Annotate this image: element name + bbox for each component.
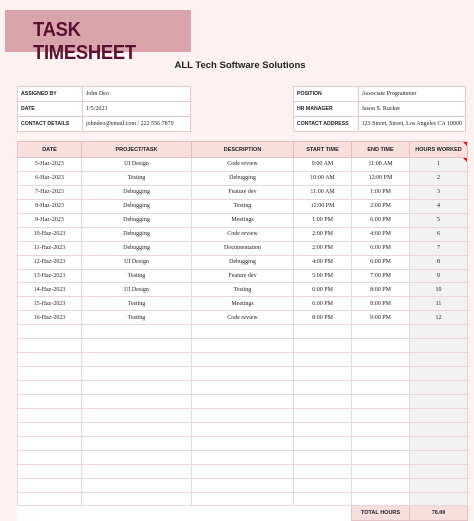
table-cell[interactable]: [352, 422, 410, 436]
total-hours-value: 78.00: [410, 506, 468, 521]
info-label: DATE: [18, 102, 83, 117]
table-cell[interactable]: [82, 422, 192, 436]
table-row: [18, 227, 468, 241]
table-cell[interactable]: [352, 464, 410, 478]
table-cell[interactable]: [18, 450, 82, 464]
table-cell[interactable]: Debugging: [82, 199, 192, 213]
table-cell[interactable]: 2:00 PM: [294, 227, 352, 241]
column-header: HOURS WORKED: [410, 142, 468, 158]
table-cell[interactable]: [18, 394, 82, 408]
table-cell[interactable]: [352, 394, 410, 408]
table-cell[interactable]: [410, 408, 468, 422]
table-cell[interactable]: 8:00 PM: [352, 283, 410, 297]
info-row: [294, 87, 466, 102]
table-cell[interactable]: [18, 381, 82, 395]
table-cell[interactable]: [192, 450, 294, 464]
table-cell[interactable]: 2: [410, 171, 468, 185]
info-label: POSITION: [294, 87, 359, 102]
info-label: CONTACT DETAILS: [18, 117, 83, 132]
table-row: [18, 297, 468, 311]
column-header: DATE: [18, 142, 82, 158]
table-cell[interactable]: [82, 450, 192, 464]
table-cell[interactable]: [82, 367, 192, 381]
table-row: [18, 339, 468, 353]
table-cell[interactable]: [192, 478, 294, 492]
table-cell[interactable]: Meetings: [192, 213, 294, 227]
table-cell[interactable]: UI Design: [82, 283, 192, 297]
table-cell[interactable]: [82, 464, 192, 478]
table-cell[interactable]: 6:00 PM: [352, 255, 410, 269]
table-cell[interactable]: [82, 408, 192, 422]
total-hours-label: TOTAL HOURS: [352, 506, 410, 521]
table-cell[interactable]: 5: [410, 213, 468, 227]
table-row: [18, 367, 468, 381]
table-cell[interactable]: Debugging: [192, 171, 294, 185]
table-cell[interactable]: [410, 381, 468, 395]
info-row: [18, 102, 191, 117]
table-cell[interactable]: [192, 492, 294, 506]
info-value[interactable]: 1/5/2023: [83, 102, 191, 117]
table-cell[interactable]: Debugging: [192, 255, 294, 269]
table-cell[interactable]: 14-Haz-2023: [18, 283, 82, 297]
table-cell[interactable]: Debugging: [82, 241, 192, 255]
table-cell[interactable]: [192, 381, 294, 395]
table-cell[interactable]: [18, 367, 82, 381]
timesheet-table: [17, 141, 468, 521]
table-cell[interactable]: UI Design: [82, 255, 192, 269]
table-cell[interactable]: [410, 464, 468, 478]
table-cell[interactable]: Code review: [192, 227, 294, 241]
table-row: [18, 422, 468, 436]
table-row: [18, 464, 468, 478]
info-label: HR MANAGER: [294, 102, 359, 117]
table-cell[interactable]: [82, 478, 192, 492]
total-spacer: [18, 506, 352, 521]
table-cell[interactable]: [18, 422, 82, 436]
table-cell[interactable]: [82, 394, 192, 408]
table-cell[interactable]: 8:00 PM: [352, 297, 410, 311]
table-cell[interactable]: [192, 339, 294, 353]
table-cell[interactable]: UI Design: [82, 158, 192, 172]
table-cell[interactable]: 4:00 PM: [294, 255, 352, 269]
table-cell[interactable]: 11-Haz-2023: [18, 241, 82, 255]
table-cell[interactable]: 6:00 PM: [294, 297, 352, 311]
table-row: [18, 255, 468, 269]
info-row: [294, 102, 466, 117]
info-row: [18, 87, 191, 102]
table-cell[interactable]: Debugging: [82, 185, 192, 199]
table-cell[interactable]: 15-Haz-2023: [18, 297, 82, 311]
table-cell[interactable]: Code review: [192, 311, 294, 325]
table-cell[interactable]: 9-Haz-2023: [18, 213, 82, 227]
table-row: [18, 492, 468, 506]
table-cell[interactable]: 11:00 AM: [294, 185, 352, 199]
table-cell[interactable]: [410, 422, 468, 436]
table-cell[interactable]: 6:00 PM: [294, 283, 352, 297]
table-cell[interactable]: 4:00 PM: [352, 227, 410, 241]
table-cell[interactable]: [192, 464, 294, 478]
table-cell[interactable]: 8: [410, 255, 468, 269]
table-cell[interactable]: [294, 478, 352, 492]
table-cell[interactable]: 1: [410, 158, 468, 172]
table-cell[interactable]: 16-Haz-2023: [18, 311, 82, 325]
table-row: [18, 199, 468, 213]
table-cell[interactable]: [294, 353, 352, 367]
table-cell[interactable]: 8:00 PM: [294, 311, 352, 325]
column-header: START TIME: [294, 142, 352, 158]
table-cell[interactable]: Debugging: [82, 213, 192, 227]
info-row: [294, 117, 466, 132]
info-value[interactable]: 123 Street, Street, Los Angeles CA 10000: [358, 117, 465, 132]
table-row: [18, 436, 468, 450]
table-cell[interactable]: Testing: [192, 199, 294, 213]
table-cell[interactable]: 7: [410, 241, 468, 255]
table-cell[interactable]: 4: [410, 199, 468, 213]
table-cell[interactable]: Documentation: [192, 241, 294, 255]
table-cell[interactable]: 10-Haz-2023: [18, 227, 82, 241]
table-cell[interactable]: Testing: [82, 171, 192, 185]
column-header: END TIME: [352, 142, 410, 158]
assignment-info-table: [17, 86, 191, 132]
info-value[interactable]: Associate Programmer: [358, 87, 465, 102]
table-cell[interactable]: [294, 339, 352, 353]
table-row: [18, 353, 468, 367]
table-cell[interactable]: 7:00 PM: [352, 269, 410, 283]
table-cell[interactable]: Debugging: [82, 227, 192, 241]
table-cell[interactable]: [192, 394, 294, 408]
table-cell[interactable]: 9:00 AM: [294, 158, 352, 172]
table-row: [18, 213, 468, 227]
table-cell[interactable]: 12:00 PM: [352, 171, 410, 185]
table-cell[interactable]: [410, 353, 468, 367]
table-cell[interactable]: [192, 436, 294, 450]
info-label: ASSIGNED BY: [18, 87, 83, 102]
table-cell[interactable]: [410, 325, 468, 339]
table-cell[interactable]: 5-Haz-2023: [18, 158, 82, 172]
table-cell[interactable]: [18, 464, 82, 478]
table-cell[interactable]: [294, 464, 352, 478]
table-cell[interactable]: Meetings: [192, 297, 294, 311]
table-row: [18, 269, 468, 283]
table-cell[interactable]: 1:00 PM: [352, 185, 410, 199]
table-cell[interactable]: [294, 436, 352, 450]
table-cell[interactable]: 2:00 PM: [294, 241, 352, 255]
table-cell[interactable]: 11:00 AM: [352, 158, 410, 172]
table-row: [18, 381, 468, 395]
table-row: [18, 325, 468, 339]
table-cell[interactable]: [82, 325, 192, 339]
table-cell[interactable]: 10: [410, 283, 468, 297]
table-row: [18, 311, 468, 325]
table-cell[interactable]: [352, 353, 410, 367]
table-cell[interactable]: [192, 353, 294, 367]
table-cell[interactable]: 12:00 PM: [294, 199, 352, 213]
table-cell[interactable]: [82, 353, 192, 367]
table-cell[interactable]: [352, 339, 410, 353]
table-cell[interactable]: 11: [410, 297, 468, 311]
info-value[interactable]: John Deo: [83, 87, 191, 102]
table-cell[interactable]: [410, 367, 468, 381]
table-cell[interactable]: [410, 394, 468, 408]
table-cell[interactable]: Code review: [192, 158, 294, 172]
table-cell[interactable]: Feature dev: [192, 269, 294, 283]
table-cell[interactable]: 7-Haz-2023: [18, 185, 82, 199]
table-cell[interactable]: 10:00 AM: [294, 171, 352, 185]
table-cell[interactable]: [410, 492, 468, 506]
table-cell[interactable]: [82, 436, 192, 450]
table-cell[interactable]: [352, 381, 410, 395]
table-cell[interactable]: [192, 367, 294, 381]
table-cell[interactable]: 6:00 PM: [352, 213, 410, 227]
column-header: PROJECT/TASK: [82, 142, 192, 158]
table-cell[interactable]: [294, 381, 352, 395]
table-cell[interactable]: 2:00 PM: [352, 199, 410, 213]
table-cell[interactable]: [192, 422, 294, 436]
table-cell[interactable]: [352, 367, 410, 381]
total-row: [18, 506, 468, 521]
table-cell[interactable]: [352, 408, 410, 422]
table-header-row: [18, 142, 468, 158]
table-cell[interactable]: [192, 408, 294, 422]
table-cell[interactable]: [410, 450, 468, 464]
table-cell[interactable]: [82, 339, 192, 353]
table-cell[interactable]: [294, 422, 352, 436]
table-row: [18, 408, 468, 422]
employee-info-table: [293, 86, 466, 132]
table-cell[interactable]: [294, 394, 352, 408]
table-cell[interactable]: [294, 492, 352, 506]
table-cell[interactable]: 8-Haz-2023: [18, 199, 82, 213]
table-cell[interactable]: Testing: [82, 269, 192, 283]
page-title: TASK TIMESHEET: [33, 19, 136, 64]
table-cell[interactable]: [294, 325, 352, 339]
table-cell[interactable]: Testing: [82, 311, 192, 325]
table-cell[interactable]: [18, 339, 82, 353]
table-cell[interactable]: [410, 339, 468, 353]
table-cell[interactable]: Testing: [82, 297, 192, 311]
info-value[interactable]: Jason S. Rucker: [358, 102, 465, 117]
table-cell[interactable]: 1:00 PM: [294, 213, 352, 227]
table-row: [18, 241, 468, 255]
table-cell[interactable]: [352, 492, 410, 506]
table-row: [18, 283, 468, 297]
table-cell[interactable]: [294, 408, 352, 422]
table-cell[interactable]: [410, 436, 468, 450]
table-cell[interactable]: 13-Haz-2023: [18, 269, 82, 283]
table-cell[interactable]: 9: [410, 269, 468, 283]
table-cell[interactable]: [18, 478, 82, 492]
table-cell[interactable]: Feature dev: [192, 185, 294, 199]
table-cell[interactable]: 5:00 PM: [294, 269, 352, 283]
table-row: [18, 185, 468, 199]
info-row: [18, 117, 191, 132]
table-cell[interactable]: [192, 325, 294, 339]
table-cell[interactable]: 12-Haz-2023: [18, 255, 82, 269]
table-cell[interactable]: [352, 478, 410, 492]
table-cell[interactable]: [352, 436, 410, 450]
table-cell[interactable]: 6:00 PM: [352, 241, 410, 255]
table-cell[interactable]: [18, 436, 82, 450]
table-cell[interactable]: 12: [410, 311, 468, 325]
table-cell[interactable]: [352, 325, 410, 339]
table-cell[interactable]: [410, 478, 468, 492]
info-value[interactable]: johndeo@email.com / 222 556 7879: [83, 117, 191, 132]
table-cell[interactable]: [82, 381, 192, 395]
table-cell[interactable]: [18, 408, 82, 422]
info-label: CONTACT ADDRESS: [294, 117, 359, 132]
table-cell[interactable]: [352, 450, 410, 464]
table-cell[interactable]: [294, 367, 352, 381]
table-cell[interactable]: 3: [410, 185, 468, 199]
table-row: [18, 394, 468, 408]
table-row: [18, 478, 468, 492]
company-name: ALL Tech Software Solutions: [174, 60, 306, 71]
table-row: [18, 158, 468, 172]
table-row: [18, 450, 468, 464]
table-row: [18, 171, 468, 185]
table-cell[interactable]: 9:00 PM: [352, 311, 410, 325]
table-cell[interactable]: Testing: [192, 283, 294, 297]
table-cell[interactable]: [82, 492, 192, 506]
table-cell[interactable]: [18, 492, 82, 506]
column-header: DESCRIPTION: [192, 142, 294, 158]
table-cell[interactable]: 6: [410, 227, 468, 241]
table-cell[interactable]: [294, 450, 352, 464]
table-cell[interactable]: [18, 353, 82, 367]
table-cell[interactable]: [18, 325, 82, 339]
title-banner: [5, 10, 191, 64]
table-cell[interactable]: 6-Haz-2023: [18, 171, 82, 185]
